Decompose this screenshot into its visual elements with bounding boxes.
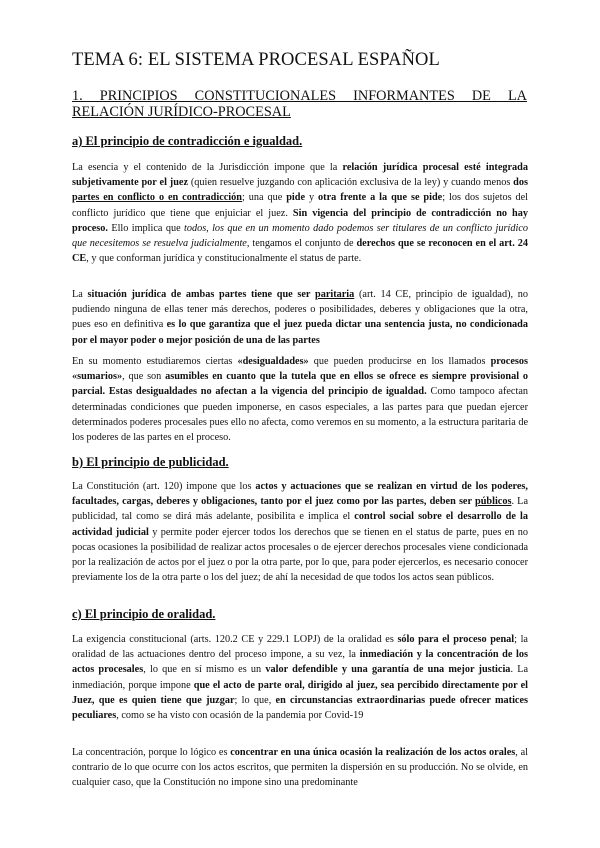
subsection-heading-c: c) El principio de oralidad.: [72, 607, 216, 621]
paragraph-desigualdades: En su momento estudiaremos ciertas «desigualdades» que pueden producirse en los llamados procesos «sumarios», que son asumibles en cuanto que la tutela que en ellos se ofrece es siempre provisional o parcial. Estas desigualdades no afectan a la vigencia del principio de igualdad. Como tampoco afectan determinadas condiciones que pueden imponerse, en casos especiales, a las partes para que puedan ejercer determinados poderes procesales pues ello no afecta, como veremos en su momento, a la estructura paritaria de los poderes de las partes en el proceso.: [72, 356, 528, 444]
subsection-heading-a: a) El principio de contradicción e igualdad.: [72, 134, 303, 148]
subsection-heading-b: b) El principio de publicidad.: [72, 455, 229, 469]
paragraph-igualdad: La situación jurídica de ambas partes tiene que ser paritaria (art. 14 CE, principio de igualdad), no pudiendo ninguna de ellas tener más derechos, poderes o posibilidades, deberes y obligaciones que la otra, pues eso en definitiva es lo que garantiza que el juez pueda dictar una sentencia justa, no condicionada por el mayor poder o mejor posición de una de las partes: [72, 289, 529, 346]
page-title: TEMA 6: EL SISTEMA PROCESAL ESPAÑOL: [72, 50, 440, 70]
paragraph-concentracion: La concentración, porque lo lógico es concentrar en una única ocasión la realización de los actos orales, al contrario de lo que ocurre con los actos escritos, que permiten la dispersión en su producción. No se olvide, en cualquier caso, que la Constitución no impone sino una predominante: [72, 747, 528, 789]
section-heading: 1. PRINCIPIOS CONSTITUCIONALES INFORMANTES DE LA RELACIÓN JURÍDICO-PROCESAL: [72, 88, 527, 120]
paragraph-contradiccion: La esencia y el contenido de la Jurisdicción impone que la relación jurídica procesal esté integrada subjetivamente por el juez (quien resuelve juzgando con aplicación exclusiva de la ley) y cuando menos dos partes en conflicto o en contradicción; una que pide y otra frente a la que se pide; los dos sujetos del conflicto jurídico que tiene que enjuiciar el juez. Sin vigencia del principio de contradicción no hay proceso. Ello implica que todos, los que en un momento dado podemos ser titulares de un conflicto jurídico que necesitemos se resuelva judicialmente, tengamos el conjunto de derechos que se reconocen en el art. 24 CE, y que conforman jurídica y constitucionalmente el status de parte.: [72, 162, 529, 265]
paragraph-publicidad: La Constitución (art. 120) impone que los actos y actuaciones que se realizan en virtud de los poderes, facultades, cargas, deberes y obligaciones, tanto por el juez como por las partes, deben ser públicos. La publicidad, tal como se dirá más adelante, posibilita e implica el control social sobre el desarrollo de la actividad judicial y permite poder ejercer todos los derechos que se tienen en el status de parte, pues en no pocas ocasiones la posibilidad de realizar actos procesales o de ejercer derechos procesales viene condicionada por la realización de actos por el juez o por la otra parte, por lo que, para poder ejercerlos, es necesario conocer previamente los de la otra parte o los del juez; de ahí la necesidad de que todos los actos sean públicos.: [72, 481, 528, 584]
paragraph-oralidad: La exigencia constitucional (arts. 120.2 CE y 229.1 LOPJ) de la oralidad es sólo para el proceso penal; la oralidad de las actuaciones dentro del proceso impone, a su vez, la inmediación y la concentración de los actos procesales, lo que en sí mismo es un valor defendible y una garantía de una mejor justicia. La inmediación, porque impone que el acto de parte oral, dirigido al juez, sea percibido directamente por el Juez, que es quien tiene que juzgar; lo que, en circunstancias extraordinarias puede ofrecer matices peculiares, como se ha visto con ocasión de la pandemia por Covid-19: [72, 634, 529, 722]
